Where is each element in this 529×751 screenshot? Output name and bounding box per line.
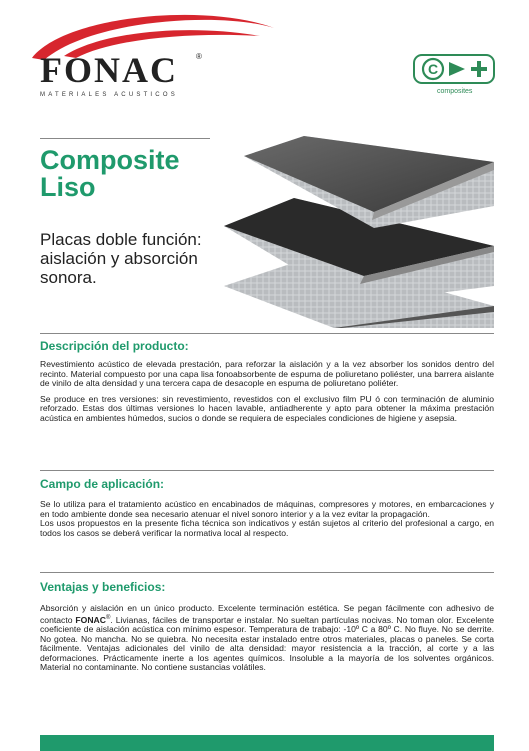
title-divider xyxy=(40,138,210,139)
description-heading: Descripción del producto: xyxy=(40,339,189,353)
brand-tagline: MATERIALES ACUSTICOS xyxy=(40,92,178,98)
description-divider xyxy=(40,333,494,334)
benefits-paragraph xyxy=(40,604,494,673)
brand-registered-mark: ® xyxy=(196,52,202,61)
benefits-heading: Ventajas y beneficios: xyxy=(40,580,166,594)
application-divider xyxy=(40,470,494,471)
description-paragraph-2: Se produce en tres versiones: sin revestimiento, revestidos con el exclusivo film PU ó con terminación de aluminio reforzado. Estas dos últimas versiones lo hacen lavable, antiadherente y apto para obtener la máxima prestación acústica en ambientes húmedos, sucios o donde se requiera de especiales condiciones de higiene y asepsia. xyxy=(40,393,494,423)
product-title-line2: Liso xyxy=(40,172,96,202)
description-body xyxy=(40,360,494,430)
application-paragraph-2: Los usos propuestos en la presente ficha técnica son indicativos y están sujetos al criterio del profesional a cargo, en todos los casos se deberá verificar la normativa local al respecto. xyxy=(40,518,494,538)
benefits-body xyxy=(40,604,494,679)
composites-badge-icon xyxy=(413,54,495,84)
product-subtitle: Placas doble función: aislación y absorción sonora. xyxy=(40,230,202,287)
benefits-divider xyxy=(40,572,494,573)
benefits-text-end: . Livianas, fáciles de transportar e instalar. No sueltan partículas nocivas. No toman olor. Excelente coeficiente de aislación acústica con mínimo espesor. Temperatura de trabajo: -10º C a 80º C. No fluye. No se derrite. No gotea. No mancha. No se quiebra. No necesita estar instalado entre otros materiales, placas o paneles. Se corta fácilmente. Ventajas adicionales del vinilo de alta densidad: mayor resistencia a la tracción, al corte y a las deformaciones. Prácticamente inerte a los agentes químicos. Insoluble a la mayoría de los solventes orgánicos. Material no contaminante. No contiene sustancias volátiles. xyxy=(40,614,494,673)
application-paragraph-1: Se lo utiliza para el tratamiento acústico en encabinados de máquinas, compresores y motores, en embarcaciones y en todo ambiente donde sea necesario atenuar el nivel sonoro interior y a la vez evitar la propagación. xyxy=(40,499,494,519)
composites-badge-label: composites xyxy=(437,88,473,95)
application-body xyxy=(40,500,494,544)
brand-name: FONAC xyxy=(40,50,178,90)
product-photo xyxy=(224,136,494,328)
benefits-text-start: Absorción y aislación en un único producto. Excelente terminación estética. Se pegan fácilmente con adhesivo de contacto xyxy=(40,603,494,625)
svg-text:C: C xyxy=(427,61,439,77)
benefits-brand-reg: ® xyxy=(105,614,111,621)
product-title xyxy=(40,147,230,201)
benefits-brand: FONAC xyxy=(75,614,106,625)
footer-bar xyxy=(40,735,494,751)
product-title-line1: Composite xyxy=(40,145,180,175)
application-heading: Campo de aplicación: xyxy=(40,477,165,491)
description-paragraph-1: Revestimiento acústico de elevada prestación, para reforzar la aislación y a la vez absorber los sonidos dentro del recinto. Material compuesto por una capa lisa fonoabsorbente de espuma de poliuretano poliéster, una barrera aislante de vinilo de alta densidad y una tercera capa de desacople en espuma de poliuretano poliéter. xyxy=(40,359,494,389)
